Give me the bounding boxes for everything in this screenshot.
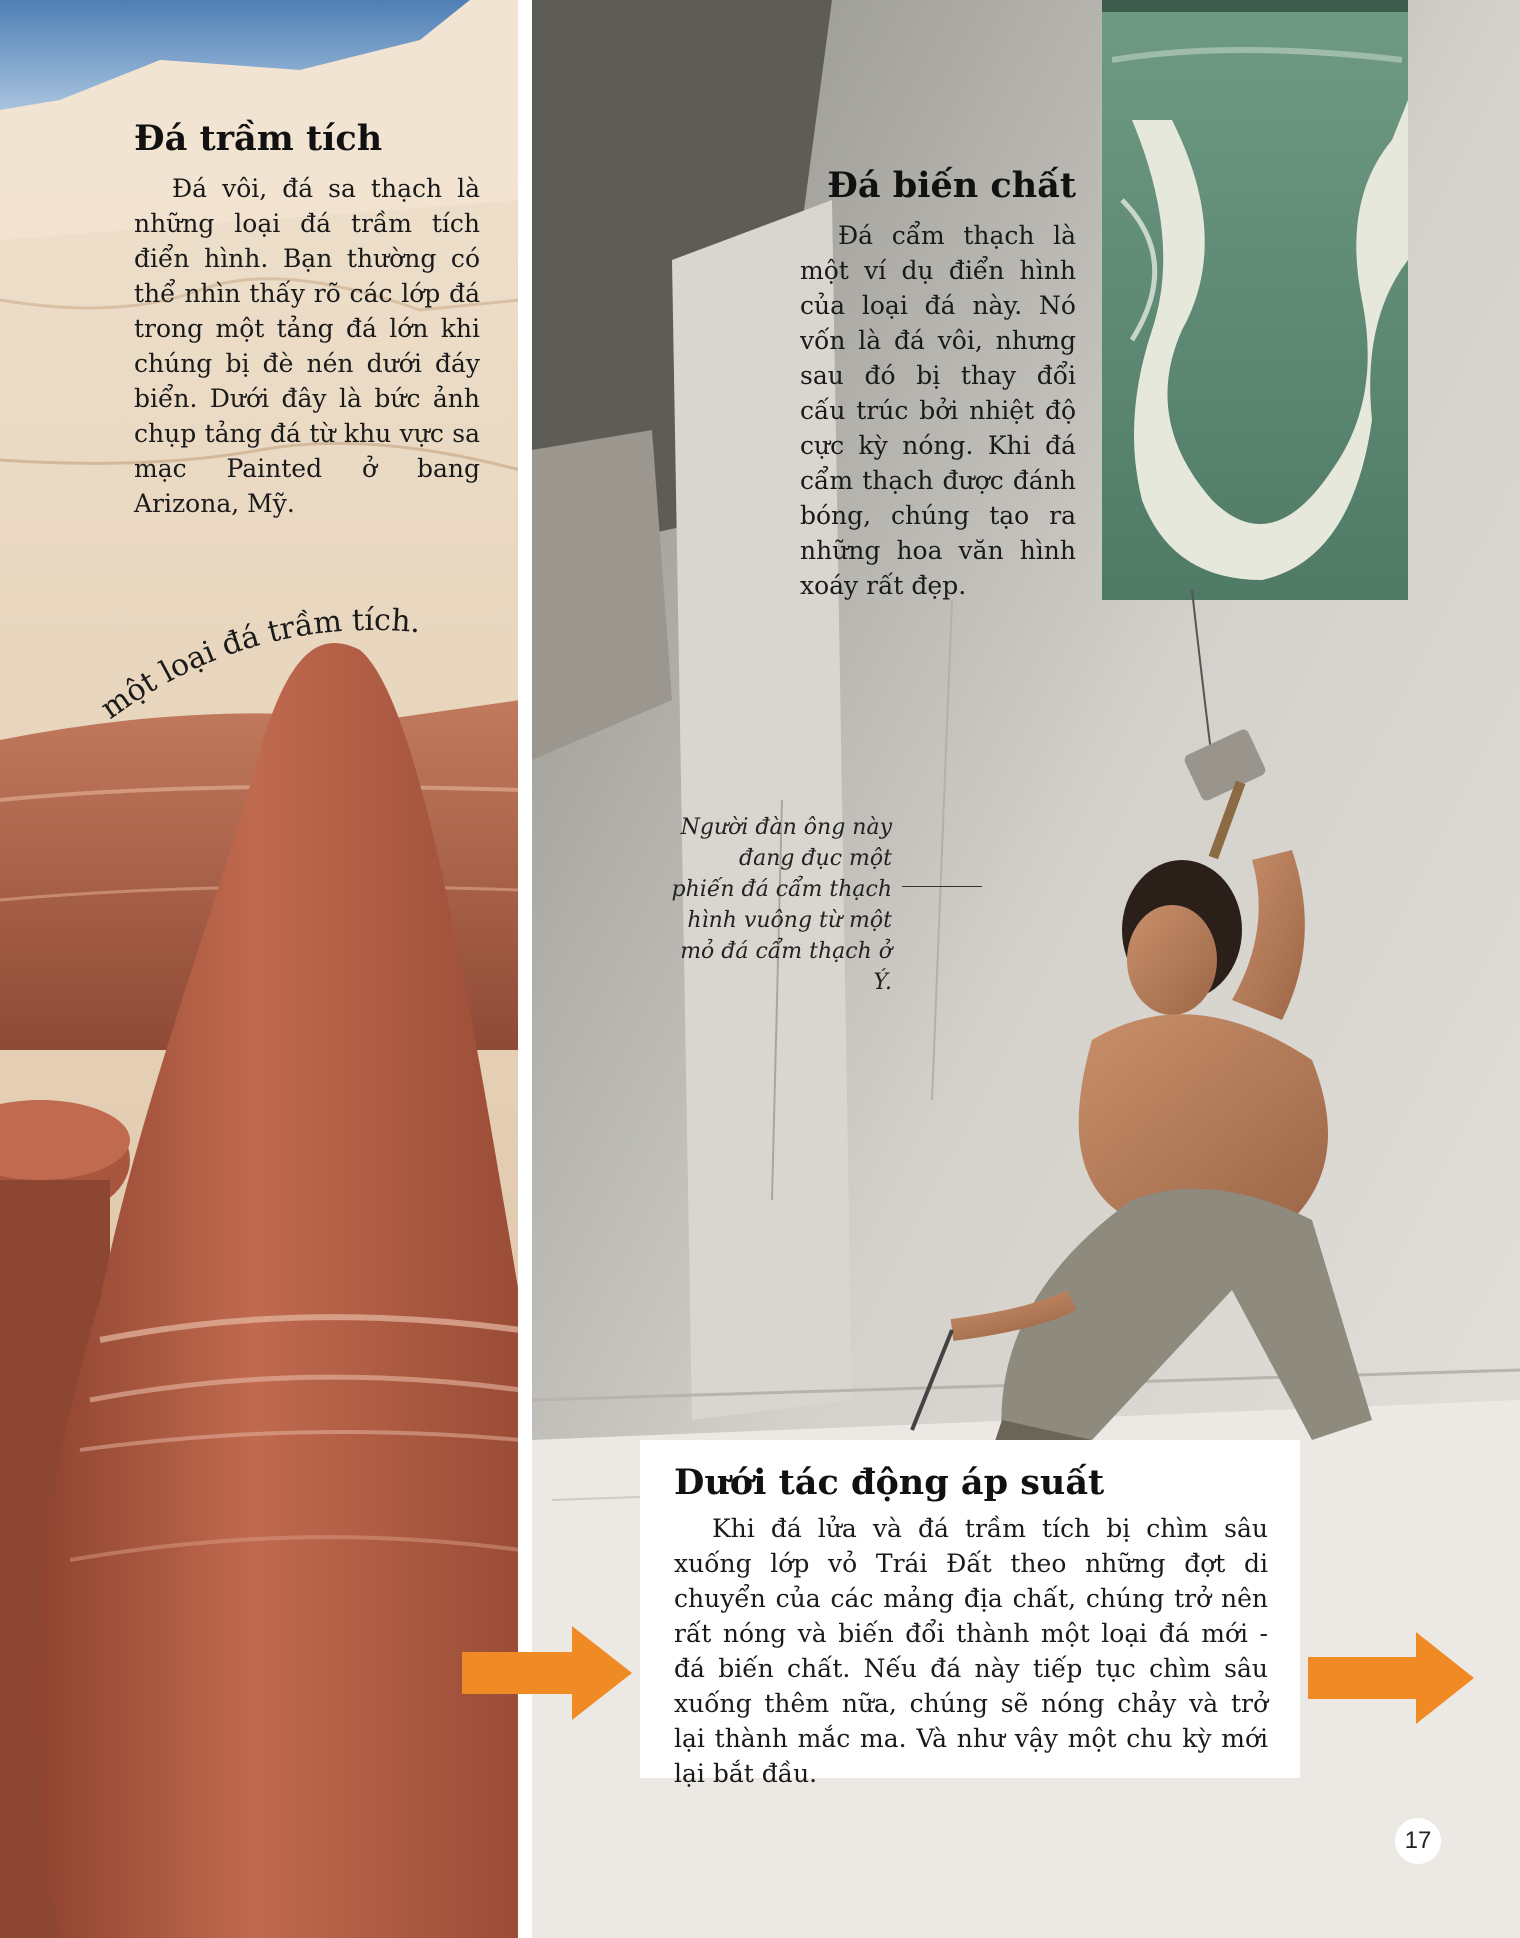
page-number: 17 [1395, 1818, 1441, 1864]
quarry-caption: Người đàn ông này đang đục một phiến đá cẩm thạch hình vuông từ một mỏ đá cẩm thạch ở Ý. [671, 815, 892, 995]
metamorphic-title: Đá biến chất [827, 165, 1076, 206]
left-arrow-icon [462, 1626, 632, 1720]
metamorphic-section [800, 165, 1076, 603]
pressure-section [640, 1440, 1300, 1788]
pressure-title: Dưới tác động áp suất [674, 1462, 1105, 1503]
curved-label-text: một loại đá trầm tích. [94, 602, 422, 727]
caption-pointer-line [902, 886, 982, 887]
pressure-body: Khi đá lửa và đá trầm tích bị chìm sâu xuống lớp vỏ Trái Đất theo những đợt di chuyển của các mảng địa chất, chúng trở nên rất nóng và biến đổi thành một loại đá mới - đá biến chất. Nếu đá này tiếp tục chìm sâu xuống thêm nữa, chúng sẽ nóng chảy và trở lại thành mắc ma. Và như vậy một chu kỳ mới lại bắt đầu. [674, 1514, 1268, 1788]
sedimentary-title: Đá trầm tích [134, 118, 383, 159]
right-arrow-icon [1308, 1632, 1474, 1724]
sedimentary-curved-label [90, 560, 490, 740]
sedimentary-section [134, 118, 480, 521]
metamorphic-body: Đá cẩm thạch là một ví dụ điển hình của loại đá này. Nó vốn là đá vôi, nhưng sau đó bị thay đổi cấu trúc bởi nhiệt độ cực kỳ nóng. Khi đá cẩm thạch được đánh bóng, chúng tạo ra những hoa văn hình xoáy rất đẹp. [800, 221, 1076, 600]
svg-text:một loại đá trầm tích. [94, 603, 422, 726]
sedimentary-body: Đá vôi, đá sa thạch là những loại đá trầm tích điển hình. Bạn thường có thể nhìn thấy rõ các lớp đá trong một tảng đá lớn khi chúng bị đè nén dưới đáy biển. Dưới đây là bức ảnh chụp tảng đá từ khu vực sa mạc Painted ở bang Arizona, Mỹ. [134, 174, 480, 518]
